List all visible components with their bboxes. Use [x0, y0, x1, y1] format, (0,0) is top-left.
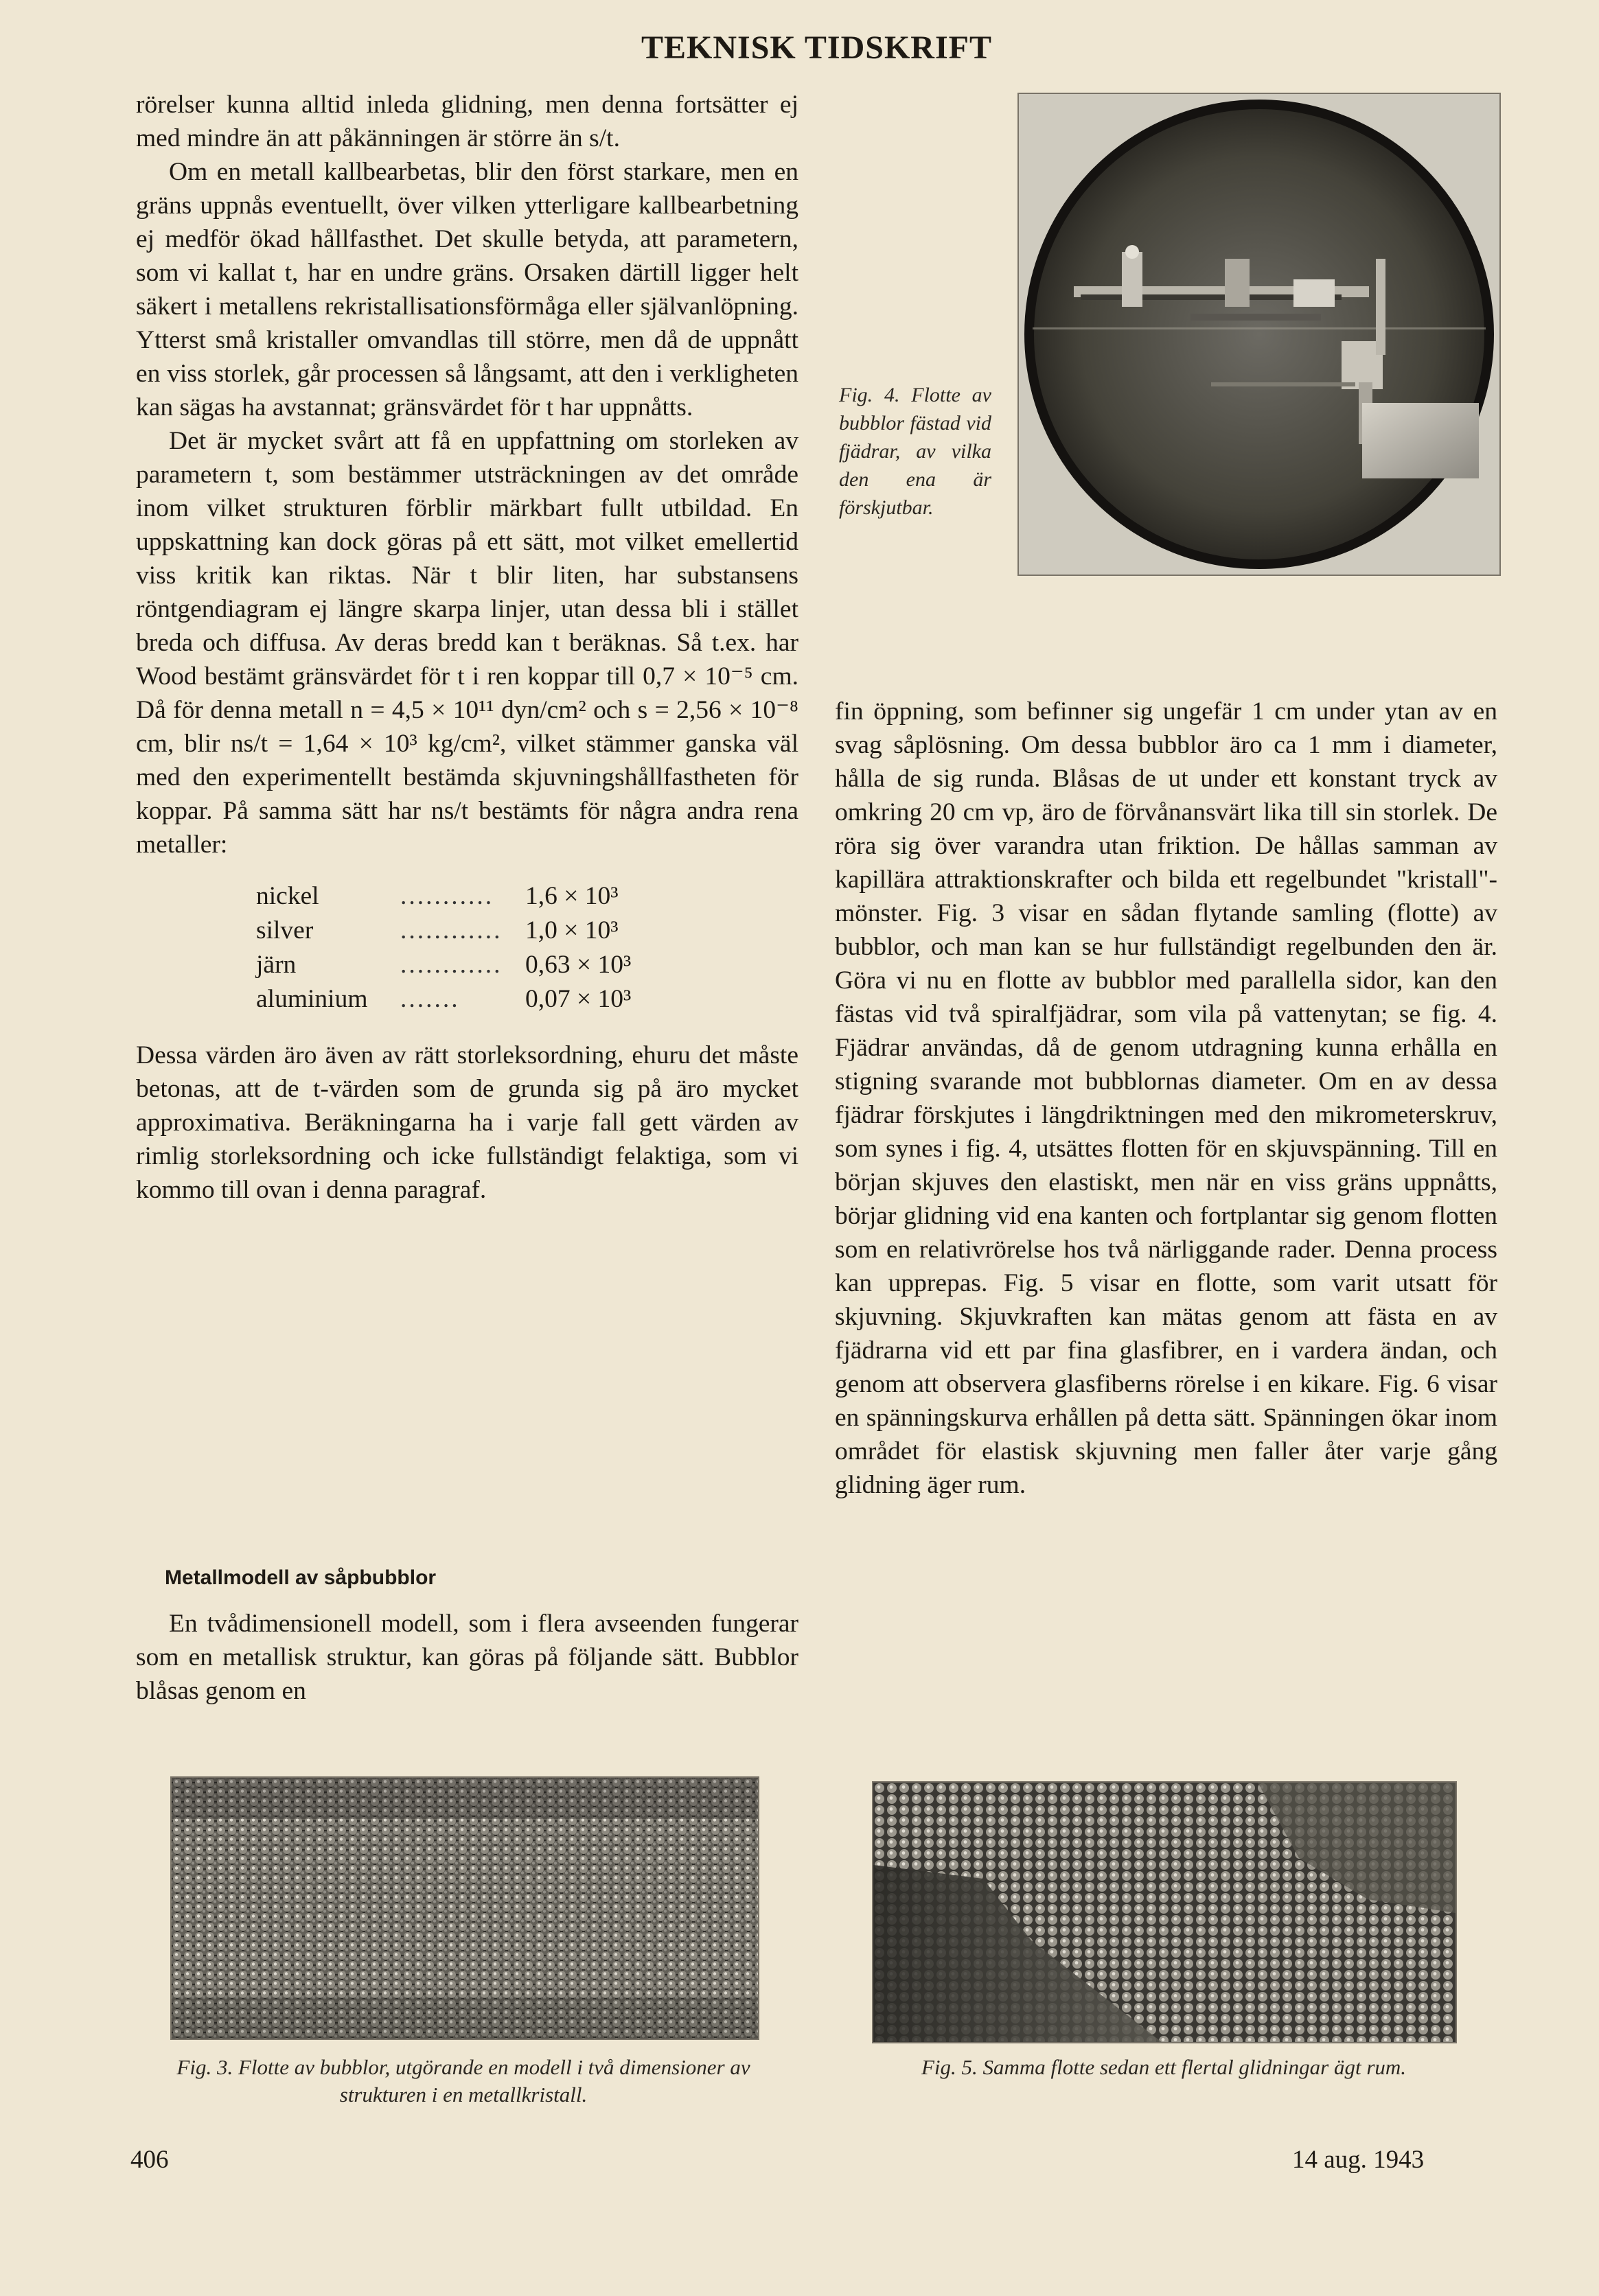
- metal-row: [256, 914, 631, 948]
- leader-dots: ............: [400, 916, 503, 944]
- fig5-photo: [872, 1781, 1457, 2043]
- fig4-caption: Fig. 4. Flotte av bubblor fästad vid fjädrar, av vilka den ena är förskjutbar.: [839, 384, 991, 519]
- fig5-caption: Fig. 5. Samma flotte sedan ett flertal glidningar ägt rum.: [921, 2055, 1407, 2079]
- fig4-apparatus-image: [1019, 94, 1499, 575]
- metal-row: [256, 879, 631, 914]
- left-paragraph-4: Dessa värden äro även av rätt storleksordning, ehuru det måste betonas, att de t-värden som de grunda sig på äro mycket approximativa. Beräkningarna ha i varje fall gett värden av rimlig storleksordning och icke fullständigt felaktiga, som vi kommo till ovan i denna paragraf.: [136, 1041, 798, 1204]
- metal-name: aluminium: [256, 985, 368, 1013]
- metal-row: [256, 982, 631, 1017]
- leader-dots: ...........: [400, 882, 494, 910]
- fig3-photo: [170, 1776, 759, 2040]
- metal-value: 0,63 × 10³: [525, 951, 632, 979]
- left-column-bottom: [136, 1607, 798, 1708]
- fig3-bubble-raft-image: [172, 1778, 758, 2039]
- journal-header: TEKNISK TIDSKRIFT: [641, 30, 992, 66]
- page-number: 406: [130, 2146, 169, 2174]
- metal-value: 0,07 × 10³: [525, 985, 632, 1013]
- leader-dots: ............: [400, 951, 503, 979]
- left-paragraph-3: Det är mycket svårt att få en uppfattning om storleken av parametern t, som bestämmer utsträckningen av det område inom vilket strukturen förblir märkbart fullt utbildad. En uppskattning kan dock göras på ett sätt, mot vilket emellertid viss kritik kan riktas. När t blir liten, har substansens röntgendiagram ej längre skarpa linjer, utan dessa bli i stället breda och diffusa. Av deras bredd kan t beräknas. Så t.ex. har Wood bestämt gränsvärdet för t i ren koppar till 0,7 × 10⁻⁵ cm. Då för denna metall n = 4,5 × 10¹¹ dyn/cm² och s = 2,56 × 10⁻⁸ cm, blir ns/t = 1,64 × 10³ kg/cm², vilket stämmer ganska väl med den experimentellt bestämda skjuvningshållfastheten för koppar. På samma sätt har ns/t bestämts för några andra rena metaller:: [136, 427, 798, 859]
- fig5-sheared-raft-image: [873, 1783, 1456, 2042]
- metal-row: [256, 948, 631, 982]
- metal-value: 1,6 × 10³: [525, 882, 619, 910]
- right-column: [835, 695, 1497, 1502]
- right-paragraph-1: fin öppning, som befinner sig ungefär 1 cm under ytan av en svag såplösning. Om dessa bubblor äro ca 1 mm i diameter, hålla de sig runda. Blåsas de ut under ett konstant tryck av omkring 20 cm vp, äro de förvånansvärt lika till sin storlek. De röra sig över varandra utan friktion. De hållas samman av kapillära attraktionskrafter och bilda ett regelbundet "kristall"-mönster. Fig. 3 visar en sådan flytande samling (flotte) av bubblor, och man kan se hur fullständigt regelbunden den är. Göra vi nu en flotte av bubblor med parallella sidor, kan den fästas vid två spiralfjädrar, som vila på vattenytan; se fig. 4. Fjädrar användas, då de genom utdragning kunna erhålla en stigning svarande mot bubblornas diameter. Om en av dessa fjädrar förskjutes i längdriktningen med den mikrometerskruv, som synes i fig. 4, utsättes flotten för en skjuvspänning. Till en början skjuves den elastiskt, men när en viss gräns uppnåtts, börjar glidning vid ena kanten och fortplantar sig genom flotten som en relativrörelse hos två närliggande rader. Denna process kan upprepas. Fig. 5 visar en flotte, som varit utsatt för skjuvning. Skjuvkraften kan mätas genom att fästa en av fjädrarna vid ett par fina glasfibrer, en i vardera ändan, och genom att observera glasfiberns rörelse i en kikare. Fig. 6 visar en spänningskurva erhållen på detta sätt. Spänningen ökar inom området för elastisk skjuvning men faller åter varje gång glidning äger rum.: [835, 697, 1497, 1499]
- left-column: [136, 88, 798, 1207]
- issue-date: 14 aug. 1943: [1292, 2146, 1425, 2174]
- left-paragraph-5: En tvådimensionell modell, som i flera avseenden fungerar som en metallisk struktur, kan göras på följande sätt. Bubblor blåsas genom en: [136, 1610, 798, 1705]
- metal-name: järn: [256, 951, 297, 979]
- metal-value: 1,0 × 10³: [525, 916, 619, 944]
- section-subheading: Metallmodell av såpbubblor: [165, 1566, 437, 1589]
- leader-dots: .......: [400, 985, 460, 1013]
- metal-name: nickel: [256, 882, 319, 910]
- left-paragraph-2: Om en metall kallbearbetas, blir den först starkare, men en gräns uppnås eventuellt, över vilken ytterligare kallbearbetning ej medför ökad hållfasthet. Det skulle betyda, att parametern, som vi kallat t, har en undre gräns. Orsaken därtill ligger helt säkert i metallens rekristallisationsförmåga eller självanlöpning. Ytterst små kristaller omvandlas till större, men då de uppnått en viss storlek, går processen så långsamt, att den i verkligheten kan sägas ha avstannat; gränsvärdet för t har uppnåtts.: [136, 158, 798, 421]
- fig3-caption: Fig. 3. Flotte av bubblor, utgörande en modell i två dimensioner av strukturen i en metallkristall.: [176, 2055, 750, 2107]
- metal-name: silver: [256, 916, 314, 944]
- metal-values-table: [256, 879, 631, 1017]
- fig4-photo: [1017, 93, 1501, 576]
- left-paragraph-1: rörelser kunna alltid inleda glidning, men denna fortsätter ej med mindre än att påkänningen är större än s/t.: [136, 91, 798, 152]
